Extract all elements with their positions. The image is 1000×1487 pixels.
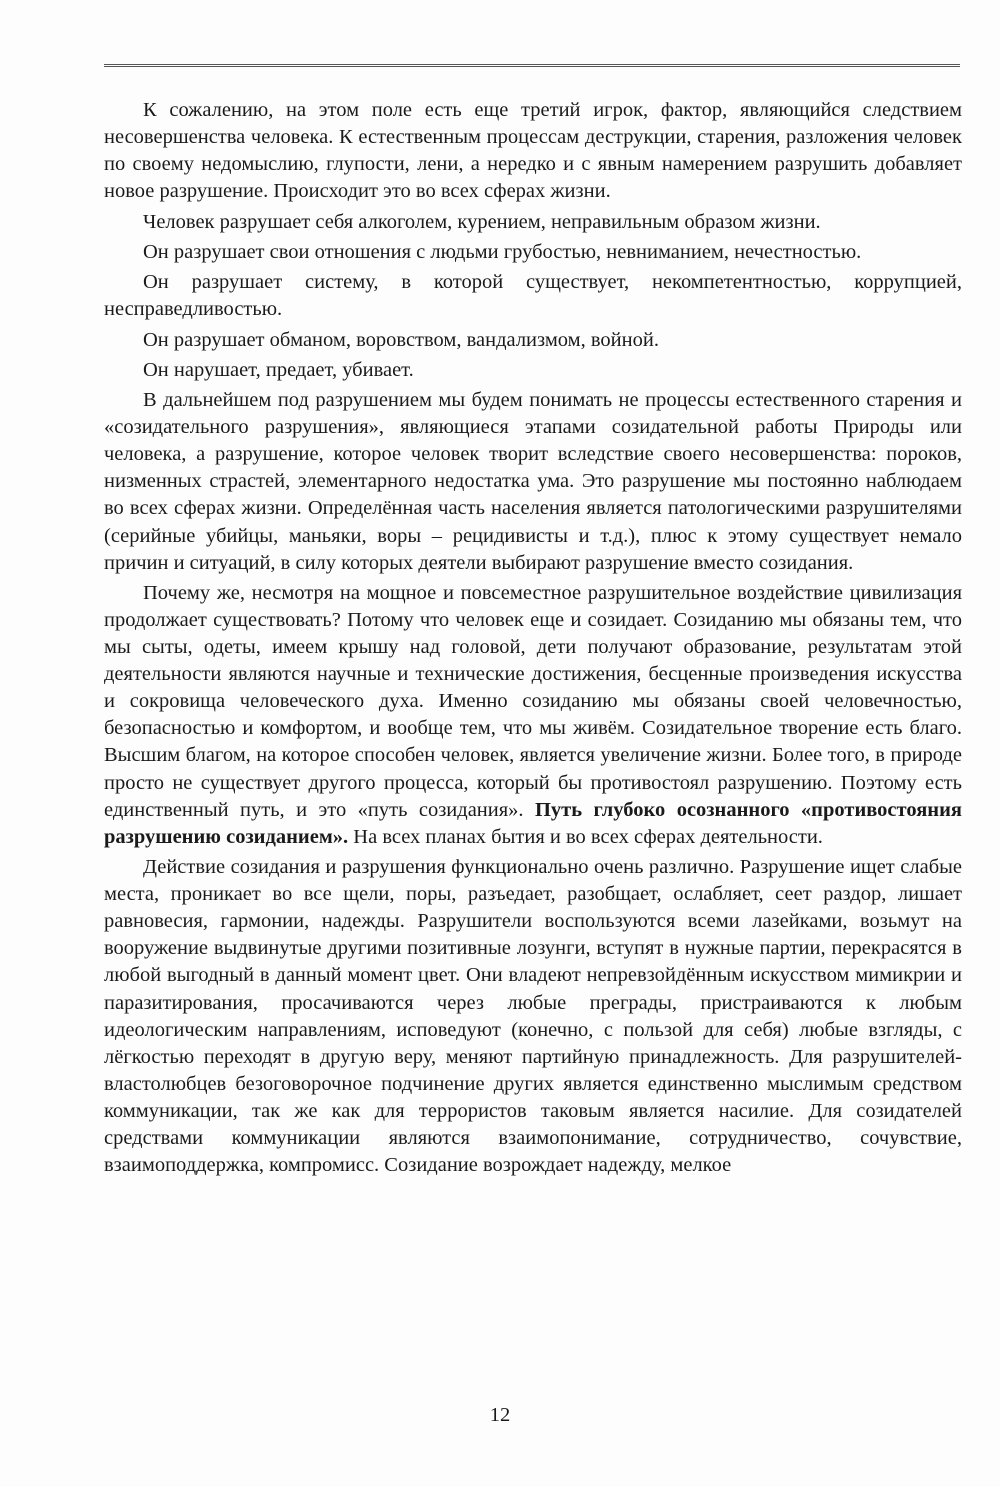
paragraph: Действие созидания и разрушения функционально очень различно. Разрушение ищет слабые места, проникает во все щели, поры, разъедает, разобщает, ослабляет, сеет раздор, лишает равновесия, гармонии, надежды. Разрушители воспользуются всеми лазейками, возьмут на вооружение выдвинутые другими позитивные лозунги, вступят в нужные партии, перекрасятся в любой выгодный в данный момент цвет. Они владеют непревзойдённым искусством мимикрии и паразитирования, просачиваются через любые преграды, пристраиваются к любым идеологическим направлениям, исповедуют (конечно, с пользой для себя) любые взгляды, с лёгкостью переходят в другую веру, меняют партийную принадлежность. Для разрушителей-властолюбцев безоговорочное подчинение других является единственно мыслимым средством коммуникации, так же как для террористов таковым является насилие. Для созидателей средствами коммуникации являются взаимопонимание, сотрудничество, сочувствие, взаимоподдержка, компромисс. Созидание возрождает надежду, мелкое [104,856,962,1177]
paragraph: К сожалению, на этом поле есть еще третий игрок, фактор, являющийся следствием несовершенства человека. К естественным процессам деструкции, старения, разложения человек по своему недомыслию, глупости, лени, а нередко и с явным намерением разрушить добавляет новое разрушение. Происходит это во всех сферах жизни. [104,99,962,203]
bold-emphasis: Путь глубоко осознанного «противостояния разрушению созиданием». [104,798,962,848]
paragraph: Он разрушает свои отношения с людьми грубостью, невниманием, нечестностью. [143,240,862,263]
paragraph: В дальнейшем под разрушением мы будем понимать не процессы естественного старения и «созидательного разрушения», являющиеся этапами созидательной работы Природы или человека, а разрушение, которое человек творит вследствие своего несовершенства: пороков, низменных страстей, элементарного недостатка ума. Это разрушение мы постоянно наблюдаем во всех сферах жизни. Определённая часть населения является патологическими разрушителями (серийные убийцы, маньяки, воры – рецидивисты и т.д.), плюс к этому существует немало причин и ситуаций, в силу которых деятели выбирают разрушение вместо созидания. [104,389,962,574]
paragraph: Он разрушает систему, в которой существует, некомпетентностью, коррупцией, несправедливостью. [104,271,962,321]
paragraph-text: Почему же, несмотря на мощное и повсеместное разрушительное воздействие цивилизация продолжает существовать? Потому что человек еще и созидает. Созиданию мы обязаны тем, что мы сыты, одеты, имеем крышу над головой, дети получают образование, результатам этой деятельности являются научные и технические достижения, бесценные произведения искусства и сокровища человеческого духа. Именно созиданию мы обязаны своей человечностью, безопасностью и комфортом, и вообще тем, что мы живём. Созидательное творение есть благо. Высшим благом, на которое способен человек, является увеличение жизни. Более того, в природе просто не существует другого процесса, который бы противостоял разрушению. Поэтому есть единственный путь, и это «путь созидания». [104,581,962,821]
paragraph [104,580,962,851]
paragraph: Человек разрушает себя алкоголем, курением, неправильным образом жизни. [143,210,821,233]
header-rule [104,64,960,67]
paragraph: Он нарушает, предает, убивает. [143,358,414,381]
body-text [104,97,962,1182]
paragraph: Он разрушает обманом, воровством, вандализмом, войной. [143,328,659,351]
paragraph-tail: На всех планах бытия и во всех сферах деятельности. [353,825,823,848]
page-number: 12 [489,1404,511,1426]
